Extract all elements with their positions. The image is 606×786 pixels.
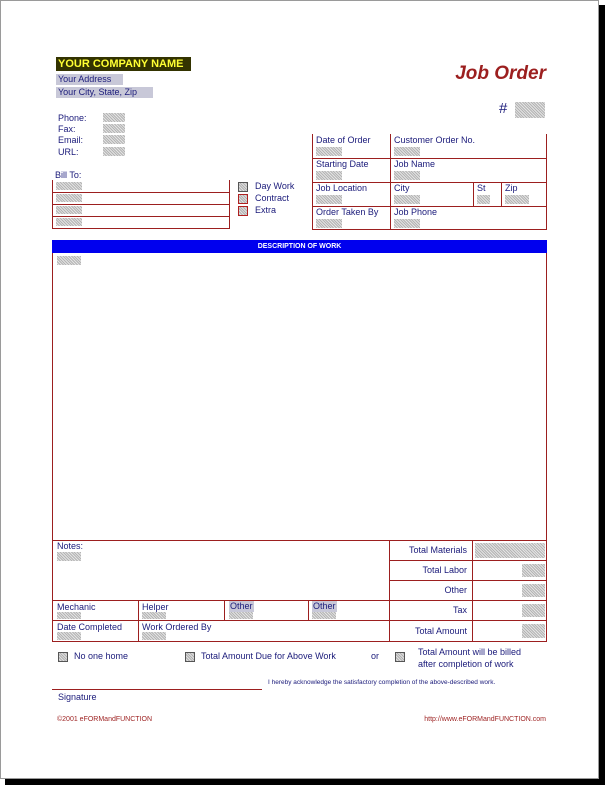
- other-worker-2-label[interactable]: Other: [313, 601, 336, 611]
- workers-mid-line: [52, 620, 390, 621]
- totals-line-4: [389, 620, 547, 621]
- total-due-label: Total Amount Due for Above Work: [201, 651, 336, 661]
- total-amount-field[interactable]: [522, 624, 545, 638]
- day-work-checkbox[interactable]: [238, 182, 248, 192]
- other-total-field[interactable]: [522, 584, 545, 597]
- bill-to-field-2[interactable]: [56, 194, 82, 202]
- contract-label: Contract: [255, 193, 290, 203]
- bill-to-line-4: [52, 228, 230, 229]
- email-label: Email:: [58, 135, 84, 145]
- or-label: or: [371, 651, 380, 661]
- mechanic-label: Mechanic: [57, 602, 96, 612]
- bottom-grid-left-border: [52, 541, 53, 641]
- contract-checkbox[interactable]: [238, 194, 248, 204]
- work-ordered-by-label: Work Ordered By: [142, 622, 212, 632]
- totals-left-border: [389, 541, 390, 641]
- job-name-label: Job Name: [394, 159, 436, 169]
- date-completed-label: Date Completed: [57, 622, 123, 632]
- totals-value-divider: [472, 541, 473, 641]
- total-materials-label: Total Materials: [408, 545, 467, 555]
- billed-later-checkbox[interactable]: [395, 652, 405, 662]
- notes-field[interactable]: [57, 552, 81, 561]
- order-grid-st-divider: [473, 182, 474, 206]
- bill-to-label: Bill To:: [55, 170, 82, 180]
- job-location-label: Job Location: [316, 183, 368, 193]
- signature-acknowledgement: I hereby acknowledge the satisfactory completion of the above-described work.: [268, 679, 496, 686]
- company-address[interactable]: Your Address: [56, 74, 123, 85]
- other-worker-1-label[interactable]: Other: [230, 601, 253, 611]
- starting-date-label: Starting Date: [316, 159, 369, 169]
- day-work-label: Day Work: [255, 181, 295, 191]
- workers-divider-3: [308, 600, 309, 620]
- customer-order-no-field[interactable]: [394, 147, 420, 156]
- total-due-checkbox[interactable]: [185, 652, 195, 662]
- page-shadow-right: [599, 5, 605, 785]
- total-labor-label: Total Labor: [422, 565, 467, 575]
- other-total-label: Other: [444, 585, 467, 595]
- bottom-grid-bottom-border: [52, 641, 547, 642]
- workers-top-line: [52, 600, 390, 601]
- no-one-home-checkbox[interactable]: [58, 652, 68, 662]
- description-area[interactable]: [52, 253, 547, 541]
- workers-divider-2: [224, 600, 225, 620]
- bill-to-line-2: [52, 204, 230, 205]
- phone-label: Phone:: [58, 113, 87, 123]
- job-phone-field[interactable]: [394, 219, 420, 228]
- state-label: St: [477, 183, 486, 193]
- total-labor-field[interactable]: [522, 564, 545, 577]
- company-name[interactable]: YOUR COMPANY NAME: [56, 57, 191, 71]
- date-of-order-label: Date of Order: [316, 135, 371, 145]
- signature-label: Signature: [58, 692, 97, 702]
- helper-label: Helper: [142, 602, 169, 612]
- description-header: DESCRIPTION OF WORK: [52, 240, 547, 253]
- description-field[interactable]: [57, 256, 81, 265]
- tax-label: Tax: [452, 605, 467, 615]
- totals-line-3: [389, 600, 547, 601]
- no-one-home-label: No one home: [74, 651, 129, 661]
- billed-later-label-line-1: Total Amount will be billed: [418, 647, 522, 657]
- company-city-state-zip[interactable]: Your City, State, Zip: [56, 87, 153, 98]
- totals-line-2: [389, 580, 547, 581]
- copyright-text: ©2001 eFORMandFUNCTION: [57, 716, 153, 723]
- job-name-field[interactable]: [394, 171, 420, 180]
- date-of-order-field[interactable]: [316, 147, 342, 156]
- bill-to-field-3[interactable]: [56, 206, 82, 214]
- other-worker-2-field[interactable]: [312, 612, 336, 619]
- total-materials-field[interactable]: [475, 543, 545, 558]
- url-label: URL:: [58, 147, 79, 157]
- customer-order-no-label: Customer Order No.: [394, 135, 476, 145]
- zip-field[interactable]: [505, 195, 529, 204]
- page-shadow-bottom: [5, 779, 605, 785]
- bottom-grid-right-border: [546, 541, 547, 641]
- extra-checkbox[interactable]: [238, 206, 248, 216]
- website-link[interactable]: http://www.eFORMandFUNCTION.com: [424, 716, 546, 723]
- order-grid-zip-divider: [501, 182, 502, 206]
- state-field[interactable]: [477, 195, 490, 204]
- page-title: Job Order: [455, 63, 546, 84]
- fax-label: Fax:: [58, 124, 76, 134]
- bill-to-field-4[interactable]: [56, 218, 82, 226]
- billed-later-label-line-2: after completion of work: [418, 659, 514, 669]
- date-completed-field[interactable]: [57, 632, 81, 640]
- zip-label: Zip: [505, 183, 518, 193]
- other-worker-1-field[interactable]: [229, 612, 253, 619]
- signature-line[interactable]: [52, 689, 262, 690]
- job-location-field[interactable]: [316, 195, 342, 204]
- starting-date-field[interactable]: [316, 171, 342, 180]
- order-grid-line-4: [312, 229, 547, 230]
- total-amount-label: Total Amount: [414, 626, 467, 636]
- totals-line-1: [389, 560, 547, 561]
- order-number-symbol: #: [499, 100, 508, 117]
- phone-field[interactable]: [103, 113, 125, 122]
- notes-label: Notes:: [57, 541, 84, 551]
- order-taken-by-field[interactable]: [316, 219, 342, 228]
- helper-field[interactable]: [142, 612, 166, 619]
- email-field[interactable]: [103, 135, 125, 144]
- url-field[interactable]: [103, 147, 125, 156]
- extra-label: Extra: [255, 205, 277, 215]
- bill-to-field-1[interactable]: [56, 182, 82, 190]
- mechanic-field[interactable]: [57, 612, 81, 619]
- tax-field[interactable]: [522, 604, 545, 617]
- job-phone-label: Job Phone: [394, 207, 438, 217]
- city-label: City: [394, 183, 410, 193]
- work-ordered-by-field[interactable]: [142, 632, 166, 640]
- city-field[interactable]: [394, 195, 420, 204]
- bill-to-line-3: [52, 216, 230, 217]
- order-taken-by-label: Order Taken By: [316, 207, 379, 217]
- workers-divider-1: [138, 600, 139, 641]
- order-number-field[interactable]: [515, 102, 545, 118]
- fax-field[interactable]: [103, 124, 125, 133]
- bill-to-line-1: [52, 192, 230, 193]
